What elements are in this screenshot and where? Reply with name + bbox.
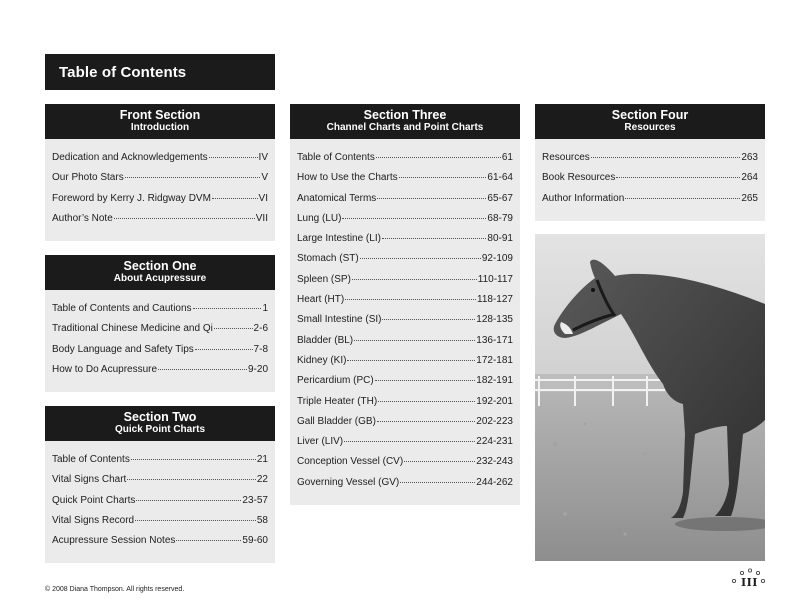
toc-entry-label: Lung (LU) [297,212,342,224]
section-header [45,104,275,139]
dot-leader [377,421,475,422]
toc-entry-label: Vital Signs Record [52,514,135,526]
dot-leader [209,157,258,158]
toc-entry-page: 232-243 [476,456,513,468]
dot-leader [345,299,476,300]
toc-entry [297,274,513,294]
toc-entry [52,172,268,192]
toc-entry [52,193,268,213]
dot-leader [125,177,261,178]
toc-entry [52,303,268,323]
toc-entry-label: Table of Contents [297,152,375,163]
toc-entry-page: IV [258,152,268,163]
toc-entry-page: 9-20 [247,363,268,375]
toc-entry-page: 7-8 [253,343,268,355]
toc-entry-page: 192-201 [476,395,513,407]
toc-entry-page: 264 [741,172,758,184]
toc-entry-label: Governing Vessel (GV) [297,476,400,488]
toc-entry-label: Table of Contents and Cautions [52,303,192,314]
dot-leader [158,369,247,370]
dot-leader [352,279,477,280]
toc-list [45,139,275,241]
toc-entry-label: Traditional Chinese Medicine and Qi [52,323,213,335]
toc-entry-page: 2-6 [253,323,268,335]
dot-leader [376,157,501,158]
dot-leader [136,500,241,501]
toc-entry [52,495,268,515]
toc-entry-label: Stomach (ST) [297,253,359,265]
dot-leader [195,349,253,350]
toc-entry [52,535,268,555]
toc-entry-page: 244-262 [476,476,513,488]
section-header [290,104,520,139]
dot-leader [354,340,475,341]
toc-entry-label: Vital Signs Chart [52,474,127,486]
toc-entry-page: 22 [256,474,268,486]
section-header [535,104,765,139]
toc-entry-page: 136-171 [476,334,513,346]
toc-entry-page: 61-64 [487,172,513,184]
dot-leader [176,540,241,541]
dot-leader [360,258,481,259]
dot-leader [616,177,740,178]
horse-photo [535,234,765,561]
section-title: Front Section [119,108,201,122]
toc-entry-page: 118-127 [477,294,513,306]
toc-entry-label: Body Language and Safety Tips [52,343,194,355]
toc-entry-label: Heart (HT) [297,294,345,306]
section-subtitle: Channel Charts and Point Charts [326,122,484,133]
dot-leader [375,380,476,381]
toc-entry-label: Conception Vessel (CV) [297,456,404,468]
toc-entry [52,152,268,172]
dot-leader [382,238,486,239]
section-header [45,406,275,441]
toc-entry [52,454,268,474]
section-subtitle: Resources [624,122,676,133]
toc-entry-label: Table of Contents [52,454,130,465]
toc-entry-page: 59-60 [242,535,268,547]
dot-leader [347,360,475,361]
toc-entry-page: 1 [262,303,268,314]
toc-list [45,290,275,392]
dot-leader [114,218,255,219]
toc-list [45,441,275,563]
toc-entry [297,416,513,436]
toc-entry-label: Resources [542,152,590,163]
toc-entry-page: 202-223 [476,415,513,427]
toc-entry [52,474,268,494]
toc-entry-label: Liver (LIV) [297,436,344,448]
toc-entry [297,375,513,395]
toc-entry-label: Gall Bladder (GB) [297,415,376,427]
toc-entry-label: Foreword by Kerry J. Ridgway DVM [52,192,211,204]
toc-entry-page: 58 [256,514,268,526]
section-three [290,104,520,505]
toc-list [535,139,765,221]
section-subtitle: About Acupressure [113,273,207,284]
toc-entry-page: 224-231 [476,436,513,448]
toc-entry-label: How to Use the Charts [297,172,398,184]
toc-entry-label: Anatomical Terms [297,192,377,204]
dot-leader [214,328,253,329]
toc-entry-label: Kidney (KI) [297,354,347,366]
toc-entry-label: Spleen (SP) [297,273,351,285]
toc-entry [52,344,268,364]
toc-entry-page: 68-79 [487,212,513,224]
toc-entry [52,364,268,384]
toc-entry [297,253,513,273]
section-title: Section Two [123,410,197,424]
toc-entry-label: Bladder (BL) [297,334,354,346]
toc-entry-page: V [261,172,268,184]
toc-entry-label: Large Intestine (LI) [297,233,381,245]
toc-entry-label: Book Resources [542,172,616,184]
section-four [535,104,765,221]
toc-entry [297,233,513,253]
toc-entry [297,396,513,416]
toc-entry-label: Quick Point Charts [52,494,136,506]
toc-entry [542,193,758,213]
toc-entry-page: 80-91 [487,233,513,245]
section-title: Section Three [363,108,447,122]
dot-leader [127,479,256,480]
dot-leader [131,459,256,460]
section-two [45,406,275,563]
toc-entry [297,193,513,213]
toc-entry [297,294,513,314]
toc-entry-label: Small Intestine (SI) [297,314,382,326]
toc-entry [297,314,513,334]
dot-leader [378,401,475,402]
toc-entry [297,436,513,456]
toc-entry [542,172,758,192]
page-title: Table of Contents [45,54,275,90]
toc-entry [52,515,268,535]
toc-entry-page: 263 [741,152,758,163]
toc-entry-page: 128-135 [476,314,513,326]
section-title: Section Four [611,108,689,122]
dot-leader [212,198,258,199]
toc-entry-label: Author Information [542,192,625,204]
dot-leader [344,441,475,442]
toc-entry-page: 23-57 [242,494,268,506]
copyright-notice: © 2008 Diana Thompson. All rights reserved. [45,586,185,593]
front-section [45,104,275,241]
toc-entry-page: 92-109 [481,253,513,265]
toc-entry-label: Acupressure Session Notes [52,535,176,547]
toc-entry-page: 265 [741,192,758,204]
toc-entry [297,355,513,375]
toc-entry [297,172,513,192]
section-subtitle: Quick Point Charts [114,424,205,435]
toc-entry-label: Dedication and Acknowledgements [52,152,208,163]
section-header [45,255,275,290]
toc-entry [52,323,268,343]
horse-photo-icon [535,234,765,561]
dot-leader [404,461,475,462]
dot-leader [193,308,262,309]
toc-entry-label: Triple Heater (TH) [297,395,378,407]
toc-entry-page: 182-191 [476,375,513,387]
toc-entry [297,152,513,172]
section-subtitle: Introduction [130,122,190,133]
toc-list [290,139,520,505]
toc-entry-page: 61 [501,152,513,163]
dot-leader [382,319,475,320]
toc-entry-page: VII [255,212,268,224]
toc-entry [297,477,513,497]
toc-entry-page: VI [258,192,268,204]
dot-leader [135,520,256,521]
dot-leader [400,482,475,483]
toc-entry [297,335,513,355]
section-title: Section One [123,259,197,273]
dot-leader [377,198,486,199]
toc-entry-label: Our Photo Stars [52,172,124,184]
toc-entry-label: How to Do Acupressure [52,363,158,375]
page-number: III [741,576,758,589]
section-one [45,255,275,392]
toc-entry-page: 65-67 [487,192,513,204]
toc-entry-label: Author’s Note [52,212,113,224]
dot-leader [342,218,486,219]
dot-leader [625,198,740,199]
toc-entry-page: 172-181 [476,354,513,366]
toc-entry [542,152,758,172]
toc-entry-label: Pericardium (PC) [297,375,374,387]
dot-leader [399,177,487,178]
page-number-ornament [728,568,768,590]
dot-leader [591,157,741,158]
toc-entry-page: 110-117 [477,273,513,285]
toc-entry-page: 21 [256,454,268,465]
toc-entry [297,213,513,233]
toc-entry [297,456,513,476]
toc-entry [52,213,268,233]
